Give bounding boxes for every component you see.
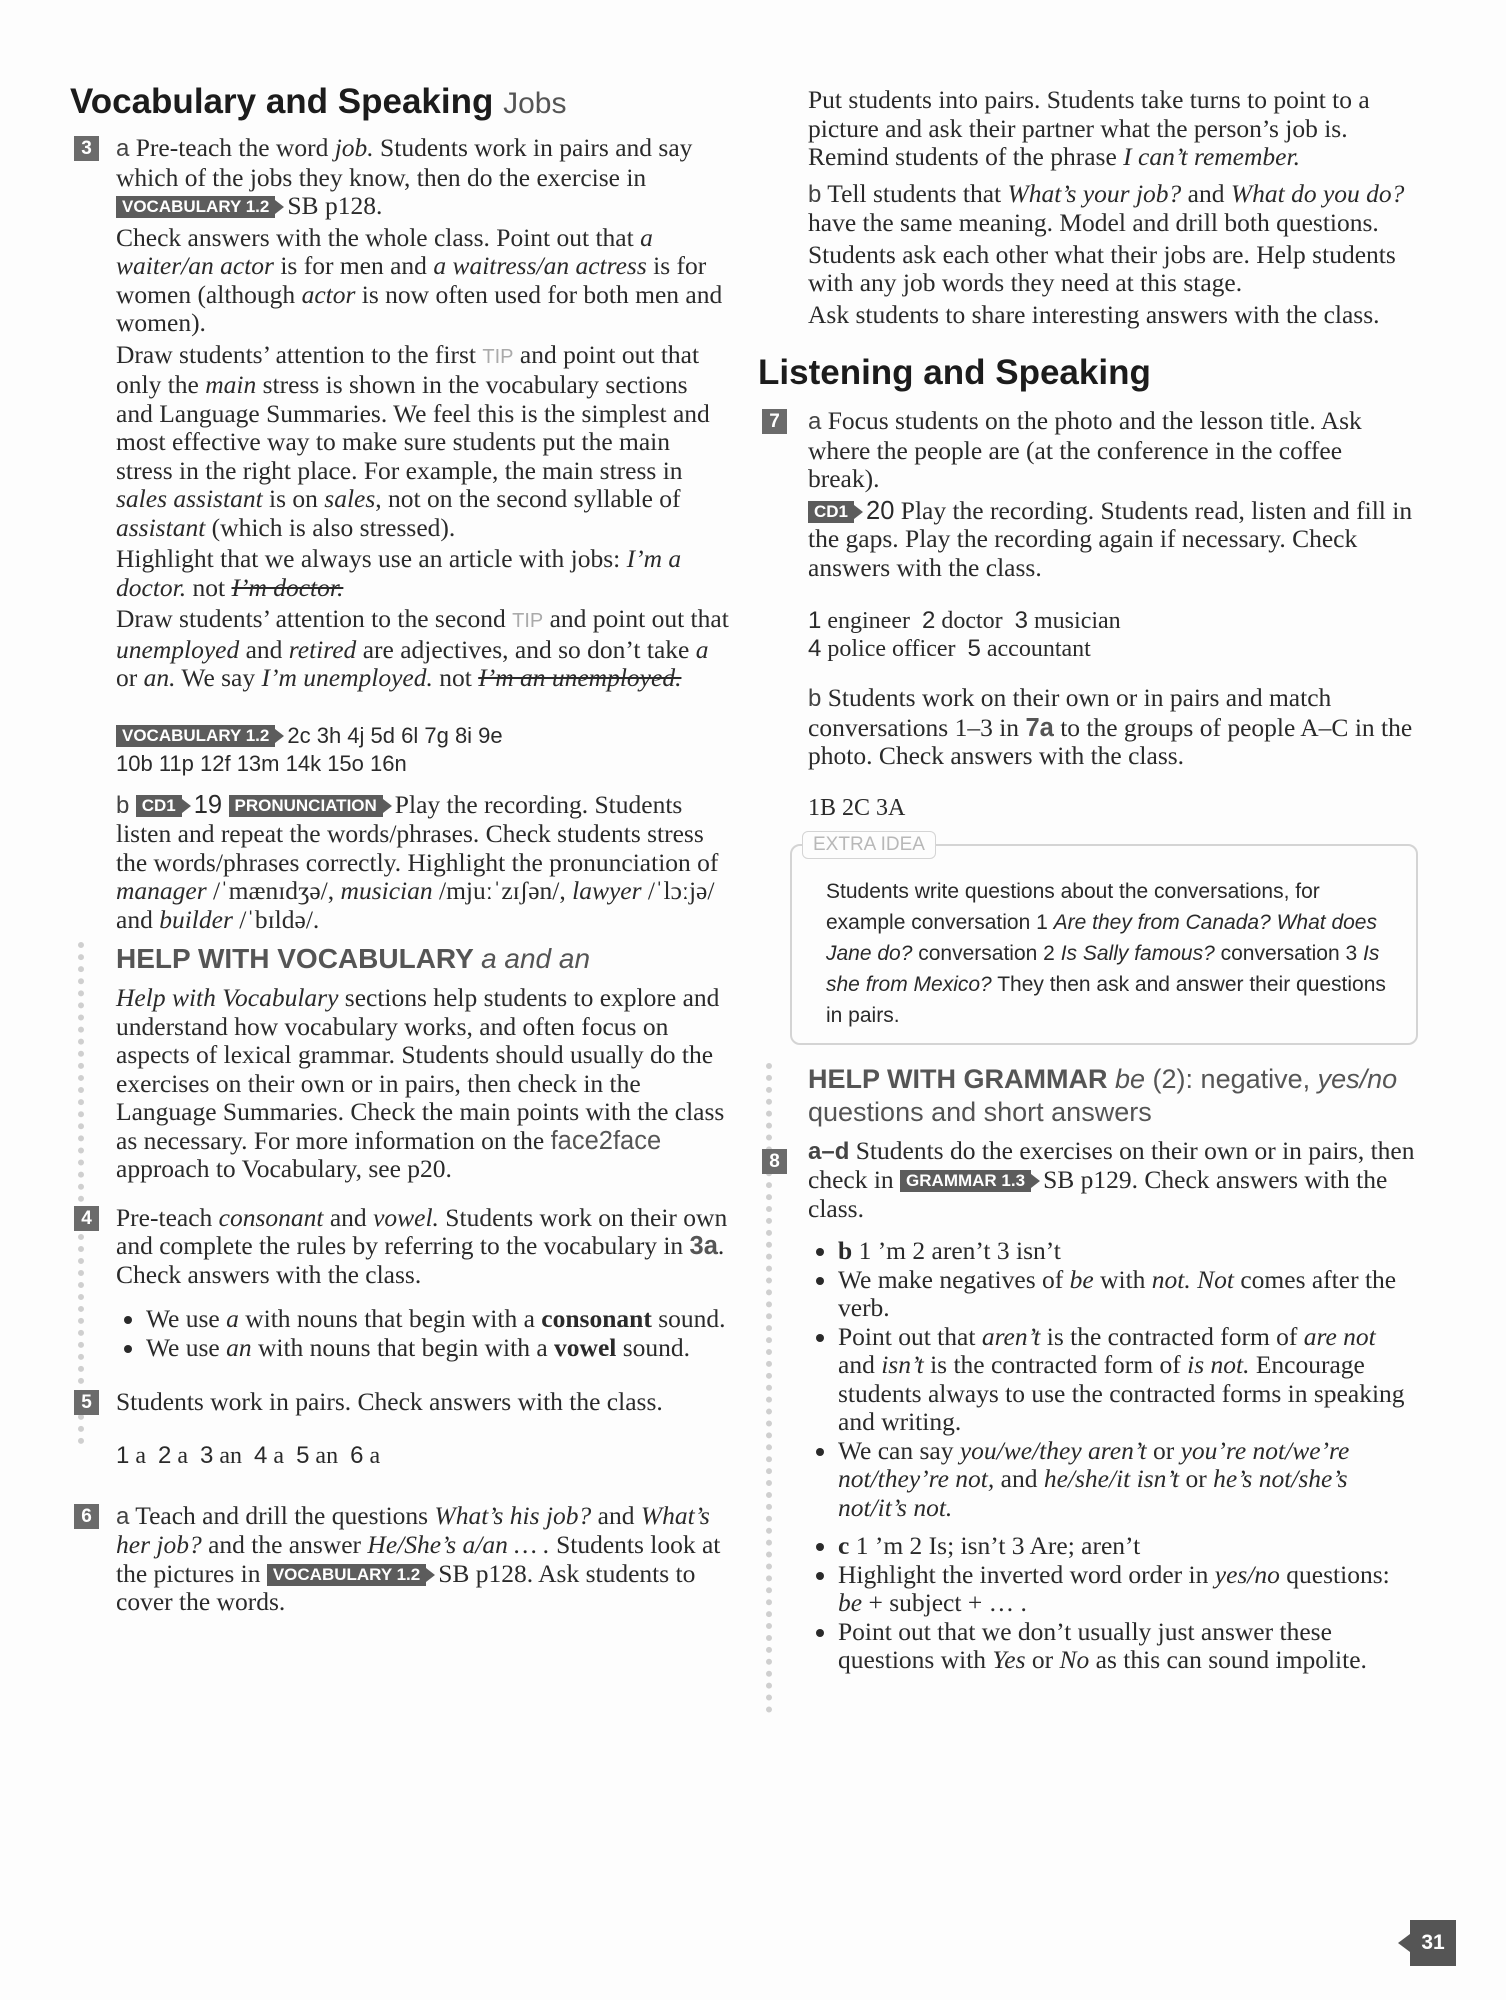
list-item: • Point out that we don’t usually just answer these questions with Yes or No as this can sound impolite. bbox=[838, 1618, 1418, 1675]
right-column bbox=[758, 86, 1418, 1681]
list-item: • We use an with nouns that begin with a vowel sound. bbox=[146, 1334, 730, 1363]
exercise-number: 7 bbox=[762, 409, 787, 434]
section-heading-vocabulary: Vocabulary and Speaking Jobs bbox=[70, 82, 567, 121]
list-item: • We use a with nouns that begin with a consonant sound. bbox=[146, 1305, 730, 1334]
list-item: • We make negatives of be with not. Not comes after the verb. bbox=[838, 1266, 1418, 1323]
left-column bbox=[70, 82, 730, 1620]
ex7-para-cd: CD1 20 Play the recording. Students read, listen and fill in the gaps. Play the recording again if necessary. Check answers with the class. bbox=[808, 495, 1413, 582]
exercise-4 bbox=[70, 1204, 730, 1290]
ex6-cont-para-2: b Tell students that What’s your job? and What do you do? have the same meaning. Model and drill both questions. bbox=[808, 178, 1405, 237]
ex6-cont-para-3: Students ask each other what their jobs are. Help students with any job words they need at this stage. bbox=[808, 239, 1396, 297]
list-item: • We can say you/we/they aren’t or you’re not/we’re not/they’re not, and he/she/it isn’t or he’s not/she’s not/it’s not. bbox=[838, 1437, 1418, 1523]
exercise-7 bbox=[758, 407, 1418, 822]
ex5-answer-key: 1 a 2 a 3 an 4 a 5 an 6 a bbox=[116, 1441, 381, 1469]
ex3-answer-key: VOCABULARY 1.2 2c 3h 4j 5d 6l 7g 8i 9e 10b 11p 12f 13m 14k 15o 16n bbox=[116, 722, 503, 776]
vocabulary-tag: VOCABULARY 1.2 bbox=[267, 1564, 426, 1586]
dotted-rule bbox=[78, 942, 84, 1202]
pronunciation-tag: PRONUNCIATION bbox=[229, 795, 383, 817]
ex6-cont-para-4: Ask students to share interesting answers with the class. bbox=[808, 299, 1380, 329]
page-number: 31 bbox=[1410, 1920, 1456, 1966]
help-with-grammar-box bbox=[758, 1063, 1418, 1224]
ex3-para-1: a Pre-teach the word job. Students work in pairs and say which of the jobs they know, then do the exercise in VOCABULARY 1.2 SB p128. bbox=[116, 133, 693, 220]
vocabulary-tag: VOCABULARY 1.2 bbox=[116, 196, 275, 218]
ex7b-answer-key: 1B 2C 3A bbox=[808, 794, 906, 821]
ex3-para-5: Draw students’ attention to the second TIP and point out that unemployed and retired are adjectives, and so don’t take a or an. We say I’m unemployed. not I’m an unemployed. bbox=[116, 604, 729, 692]
ex4-rules-list bbox=[70, 1305, 730, 1362]
help-with-grammar-title: HELP WITH GRAMMAR be (2): negative, yes/no questions and short answers bbox=[808, 1063, 1398, 1127]
section-heading-listening: Listening and Speaking bbox=[758, 353, 1151, 392]
exercise-3 bbox=[70, 134, 730, 934]
ex6-para: a Teach and drill the questions What’s his job? and What’s her job? and the answer He/She’s a/an … . Students look at the pictures in VOCABULARY 1.2 SB p128. Ask students to cover the words. bbox=[116, 1500, 721, 1616]
vocabulary-tag: VOCABULARY 1.2 bbox=[116, 725, 275, 747]
exercise-number: 5 bbox=[74, 1390, 99, 1415]
ex8-notes-list-c bbox=[758, 1532, 1418, 1675]
ex7-para-a: a Focus students on the photo and the lesson title. Ask where the people are (at the conference in the coffee break). bbox=[808, 406, 1362, 493]
extra-idea-title: EXTRA IDEA bbox=[802, 831, 936, 859]
cd-tag: CD1 bbox=[136, 795, 182, 817]
exercise-number: 8 bbox=[762, 1149, 787, 1174]
help-with-vocabulary-text: Help with Vocabulary sections help students to explore and understand how vocabulary works, and often focus on aspects of lexical grammar. Students should usually do the exercises on their own or in pairs, then check in the Language Summaries. Check the main points with the class as necessary. For more information on the face2face approach to Vocabulary, see p20. bbox=[116, 983, 725, 1183]
exercise-6 bbox=[70, 1502, 730, 1617]
ex7-para-b: b Students work on their own or in pairs and match conversations 1–3 in 7a to the groups of people A–C in the photo. Check answers with the class. bbox=[808, 683, 1413, 770]
list-item: • Point out that aren’t is the contracted form of are not and isn’t is the contracted form of is not. Encourage students always to use the contracted forms in speaking and writing. bbox=[838, 1323, 1418, 1437]
cd-tag: CD1 bbox=[808, 501, 854, 523]
grammar-tag: GRAMMAR 1.3 bbox=[900, 1170, 1031, 1192]
ex5-para: Students work in pairs. Check answers with the class. bbox=[116, 1387, 663, 1416]
ex4-para: Pre-teach consonant and vowel. Students work on their own and complete the rules by referring to the vocabulary in 3a. Check answers with the class. bbox=[116, 1202, 728, 1289]
ex8-para: a–d Students do the exercises on their own or in pairs, then check in GRAMMAR 1.3 SB p129. Check answers with the class. bbox=[808, 1135, 1415, 1223]
ex3-para-3: Draw students’ attention to the first TIP and point out that only the main stress is shown in the vocabulary sections and Language Summaries. We feel this is the simplest and most effective way to make sure students put the main stress in the right place. For example, the main stress in sales assistant is on sales, not on the second syllable of assistant (which is also stressed). bbox=[116, 339, 710, 542]
list-item: • b 1 ’m 2 aren’t 3 isn’t bbox=[838, 1237, 1418, 1266]
tip-label: TIP bbox=[512, 610, 544, 632]
ex3-b-para: b CD1 19 PRONUNCIATION Play the recording. Students listen and repeat the words/phrases. Check students stress the words/phrases correctly. Highlight the pronunciation of manager /ˈmænɪdʒə/, musician /mjuːˈzɪʃən/, lawyer /ˈlɔːjə/ and builder /ˈbɪldə/. bbox=[116, 789, 719, 934]
help-with-vocabulary-box bbox=[70, 942, 730, 1184]
exercise-5 bbox=[70, 1388, 730, 1470]
exercise-6-continued bbox=[758, 86, 1418, 329]
ex8-notes-list bbox=[758, 1237, 1418, 1522]
extra-idea-box bbox=[790, 833, 1418, 1045]
extra-idea-text: Students write questions about the conversations, for example conversation 1 Are they from Canada? What does Jane do? conversation 2 Is Sally famous? conversation 3 Is she from Mexico? They then ask and answer their questions in pairs. bbox=[826, 879, 1386, 1027]
exercise-number: 4 bbox=[74, 1206, 99, 1231]
ex3-para-4: Highlight that we always use an article with jobs: I’m a doctor. not I’m doctor. bbox=[116, 544, 682, 602]
list-item: • c 1 ’m 2 Is; isn’t 3 Are; aren’t bbox=[838, 1532, 1418, 1561]
ex3-para-2: Check answers with the whole class. Point out that a waiter/an actor is for men and a waitress/an actress is for women (although actor is now often used for both men and women). bbox=[116, 222, 723, 337]
ex7-answer-key: 1 engineer 2 doctor 3 musician 4 police officer 5 accountant bbox=[808, 607, 1121, 662]
help-with-vocabulary-title: HELP WITH VOCABULARY a and an bbox=[116, 943, 591, 974]
exercise-number: 6 bbox=[74, 1504, 99, 1529]
list-item: • Highlight the inverted word order in yes/no questions: be + subject + … . bbox=[838, 1561, 1418, 1618]
exercise-number: 3 bbox=[74, 136, 99, 161]
tip-label: TIP bbox=[482, 345, 514, 368]
ex6-cont-para-1: Put students into pairs. Students take turns to point to a picture and ask their partner what the person’s job is. Remind students of the phrase I can’t remember. bbox=[808, 85, 1370, 171]
